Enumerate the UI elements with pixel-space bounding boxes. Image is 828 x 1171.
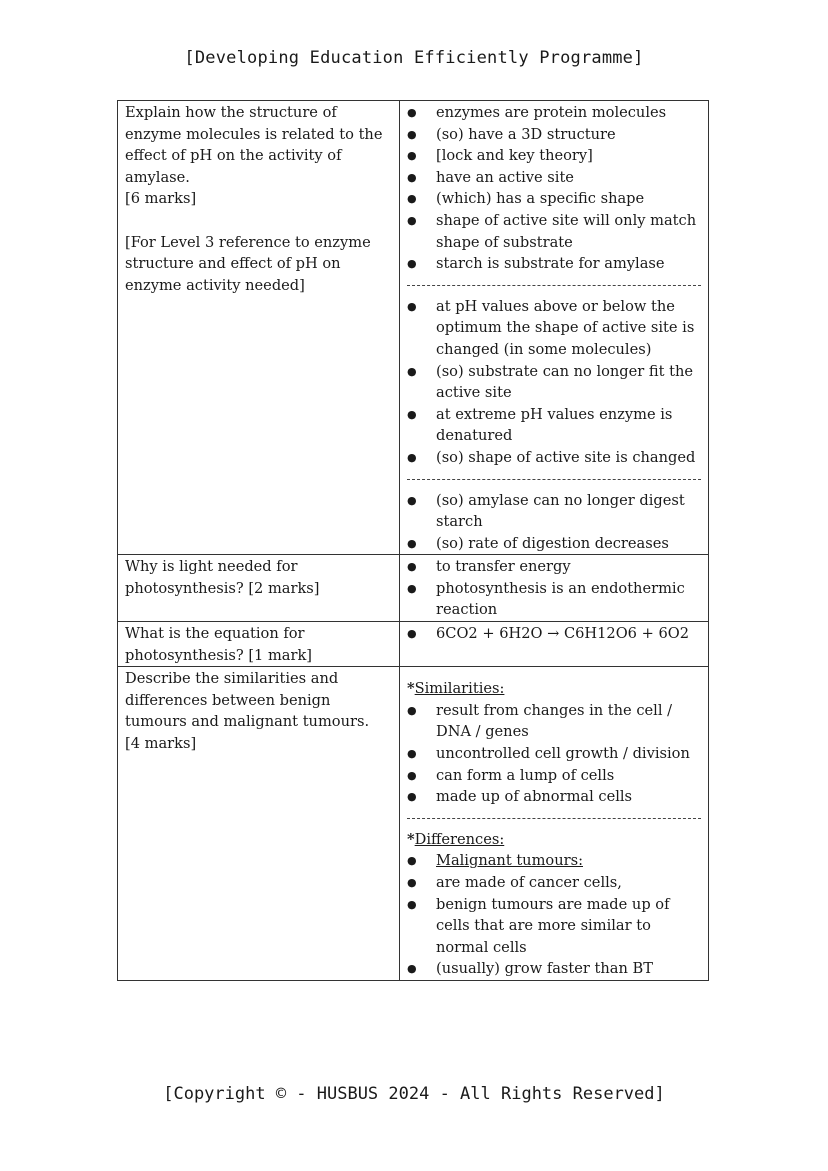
equation-item: ● 6CO2 + 6H2O → C6H12O6 + 6O2 xyxy=(407,623,701,645)
dashed-divider xyxy=(407,275,701,286)
list-item: ● (so) have a 3D structure xyxy=(407,124,701,146)
answer-list xyxy=(407,490,701,555)
answer-list xyxy=(407,623,701,645)
list-item: ● (so) substrate can no longer fit the active site xyxy=(407,361,701,404)
list-item: ● (so) rate of digestion decreases xyxy=(407,533,701,555)
list-item: ● benign tumours are made up of cells that are more similar to normal cells xyxy=(407,894,701,959)
differences-list xyxy=(407,850,701,980)
list-item: ● at pH values above or below the optimum the shape of active site is changed (in some molecules) xyxy=(407,296,701,361)
table-row xyxy=(118,622,709,667)
list-item: ● shape of active site will only match shape of substrate xyxy=(407,210,701,253)
similarities-heading: *Similarities: xyxy=(407,680,505,698)
answer-table xyxy=(117,100,709,981)
answer-list xyxy=(407,556,701,621)
dashed-divider xyxy=(407,469,701,480)
answer-cell xyxy=(400,622,709,667)
question-marks: [4 marks] xyxy=(125,735,197,753)
question-cell xyxy=(118,667,400,981)
question-text: What is the equation for photosynthesis? [1 mark] xyxy=(125,625,312,664)
page-footer: [Copyright © - HUSBUS 2024 - All Rights Reserved] xyxy=(163,1084,665,1104)
list-item: ● (which) has a specific shape xyxy=(407,188,701,210)
similarities-list xyxy=(407,700,701,808)
question-note: [For Level 3 reference to enzyme structure and effect of pH on enzyme activity needed] xyxy=(125,233,371,294)
list-item: ● (usually) grow faster than BT xyxy=(407,958,701,980)
list-item: ● made up of abnormal cells xyxy=(407,786,701,808)
answer-list xyxy=(407,296,701,469)
question-text: Why is light needed for photosynthesis? [2 marks] xyxy=(125,558,320,597)
question-marks: [6 marks] xyxy=(125,190,197,208)
table-row xyxy=(118,101,709,555)
differences-heading: *Differences: xyxy=(407,830,505,848)
list-item: ● can form a lump of cells xyxy=(407,765,701,787)
list-item: ● (so) shape of active site is changed xyxy=(407,447,701,469)
answer-cell xyxy=(400,101,709,555)
page-header: [Developing Education Efficiently Programme] xyxy=(184,48,644,68)
list-item: ● starch is substrate for amylase xyxy=(407,253,701,275)
answer-cell xyxy=(400,555,709,622)
question-cell xyxy=(118,101,400,555)
list-item: ● have an active site xyxy=(407,167,701,189)
question-text: Describe the similarities and differences between benign tumours and malignant tumours. xyxy=(125,670,370,731)
question-cell xyxy=(118,622,400,667)
question-text: Explain how the structure of enzyme molecules is related to the effect of pH on the activity of amylase. xyxy=(125,104,383,186)
list-item: ● uncontrolled cell growth / division xyxy=(407,743,701,765)
question-cell xyxy=(118,555,400,622)
list-item: ● (so) amylase can no longer digest starch xyxy=(407,490,701,533)
table-row xyxy=(118,667,709,981)
list-item: ● enzymes are protein molecules xyxy=(407,102,701,124)
list-item: ● result from changes in the cell / DNA / genes xyxy=(407,700,701,743)
list-item: ● to transfer energy xyxy=(407,556,701,578)
dashed-divider xyxy=(407,808,701,819)
answer-list xyxy=(407,102,701,275)
answer-cell xyxy=(400,667,709,981)
list-item: ● at extreme pH values enzyme is denatured xyxy=(407,404,701,447)
list-item: ● photosynthesis is an endothermic reaction xyxy=(407,578,701,621)
list-item: ● Malignant tumours: xyxy=(407,850,701,872)
table-row xyxy=(118,555,709,622)
list-item: ● [lock and key theory] xyxy=(407,145,701,167)
list-item: ● are made of cancer cells, xyxy=(407,872,701,894)
